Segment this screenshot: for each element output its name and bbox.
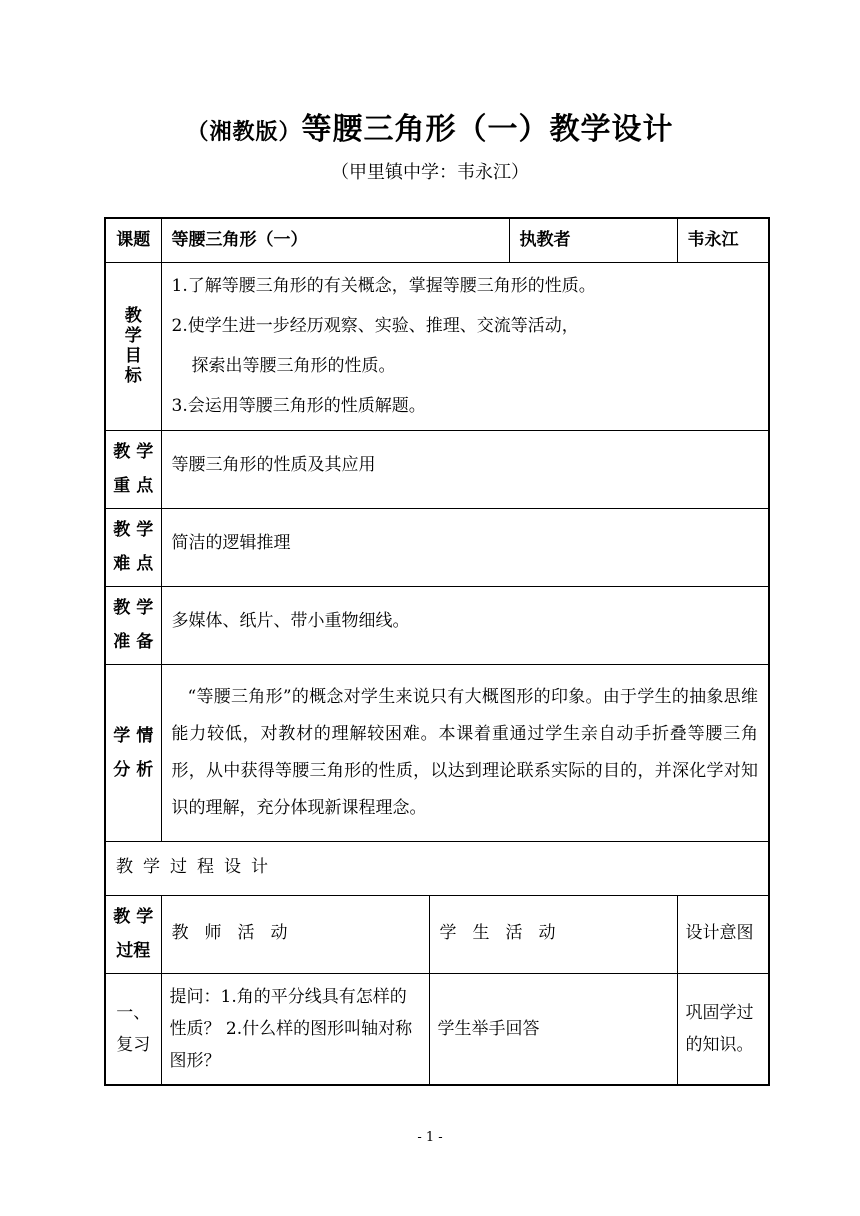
stage-header-line1: 教学 xyxy=(113,907,160,927)
analysis-label-line2: 分析 xyxy=(113,759,160,780)
difficulties-label xyxy=(105,508,161,586)
page-number: - 1 - xyxy=(417,1130,443,1145)
key-points-label-line2: 重点 xyxy=(113,476,160,496)
process-stage-line1: 一、 xyxy=(116,1002,151,1023)
student-activity-header: 学生活动 xyxy=(429,895,677,973)
title-main: 等腰三角形（一）教学设计 xyxy=(301,112,674,147)
process-stage-line2: 复习 xyxy=(116,1034,151,1055)
process-student-activity: 学生举手回答 xyxy=(429,973,677,1085)
process-stage-header xyxy=(105,895,161,973)
process-teacher-activity: 提问：1.角的平分线具有怎样的性质？ 2.什么样的图形叫轴对称图形？ xyxy=(161,973,429,1085)
key-points-label-line1: 教学 xyxy=(113,442,160,462)
goals-label-char: 目 xyxy=(124,346,142,366)
difficulties-value: 简洁的逻辑推理 xyxy=(161,508,769,586)
preparation-label-line2: 准备 xyxy=(113,632,160,652)
difficulties-label-line1: 教学 xyxy=(113,520,160,540)
goals-label-char: 标 xyxy=(124,366,142,386)
process-section-row xyxy=(105,841,769,895)
goals-label xyxy=(105,262,161,430)
goals-label-char: 学 xyxy=(124,326,142,346)
goals-content xyxy=(161,262,769,430)
document-subtitle: （甲里镇中学：韦永江） xyxy=(331,162,529,183)
topic-row xyxy=(105,218,769,262)
teacher-activity-header: 教师活动 xyxy=(161,895,429,973)
stage-header-line2: 过程 xyxy=(116,941,151,961)
analysis-label xyxy=(105,664,161,841)
preparation-label xyxy=(105,586,161,664)
preparation-value: 多媒体、纸片、带小重物细线。 xyxy=(161,586,769,664)
analysis-value xyxy=(161,664,769,841)
goal-item: 2.使学生进一步经历观察、实验、推理、交流等活动， xyxy=(171,316,579,336)
design-intent-header: 设计意图 xyxy=(677,895,769,973)
process-row xyxy=(105,973,769,1085)
process-design-intent: 巩固学过的知识。 xyxy=(677,973,769,1085)
topic-label: 课题 xyxy=(105,218,161,262)
goal-item: 探索出等腰三角形的性质。 xyxy=(191,356,396,376)
process-section-title: 教学过程设计 xyxy=(105,841,769,895)
analysis-row xyxy=(105,664,769,841)
preparation-row xyxy=(105,586,769,664)
process-stage xyxy=(105,973,161,1085)
document-title xyxy=(0,104,860,148)
goal-item: 3.会运用等腰三角形的性质解题。 xyxy=(171,396,426,416)
key-points-value: 等腰三角形的性质及其应用 xyxy=(161,430,769,508)
key-points-label xyxy=(105,430,161,508)
key-points-row xyxy=(105,430,769,508)
lesson-plan-table xyxy=(104,217,770,1086)
analysis-text: “等腰三角形”的概念对学生来说只有大概图形的印象。由于学生的抽象思维能力较低，对教材的理解较困难。本课着重通过学生亲自动手折叠等腰三角形，从中获得等腰三角形的性质，以达到理论联系实际的目的，并深化学对知识的理解，充分体现新课程理念。 xyxy=(171,686,758,818)
title-prefix: （湘教版） xyxy=(186,120,302,145)
teacher-label: 执教者 xyxy=(509,218,677,262)
goal-item: 1.了解等腰三角形的有关概念，掌握等腰三角形的性质。 xyxy=(171,276,596,296)
topic-value: 等腰三角形（一） xyxy=(161,218,509,262)
preparation-label-line1: 教学 xyxy=(113,598,160,618)
difficulties-row xyxy=(105,508,769,586)
teacher-value: 韦永江 xyxy=(677,218,769,262)
difficulties-label-line2: 难点 xyxy=(113,554,160,574)
process-header-row xyxy=(105,895,769,973)
goals-row xyxy=(105,262,769,430)
goals-label-char: 教 xyxy=(124,306,142,326)
analysis-label-line1: 学情 xyxy=(113,725,160,746)
